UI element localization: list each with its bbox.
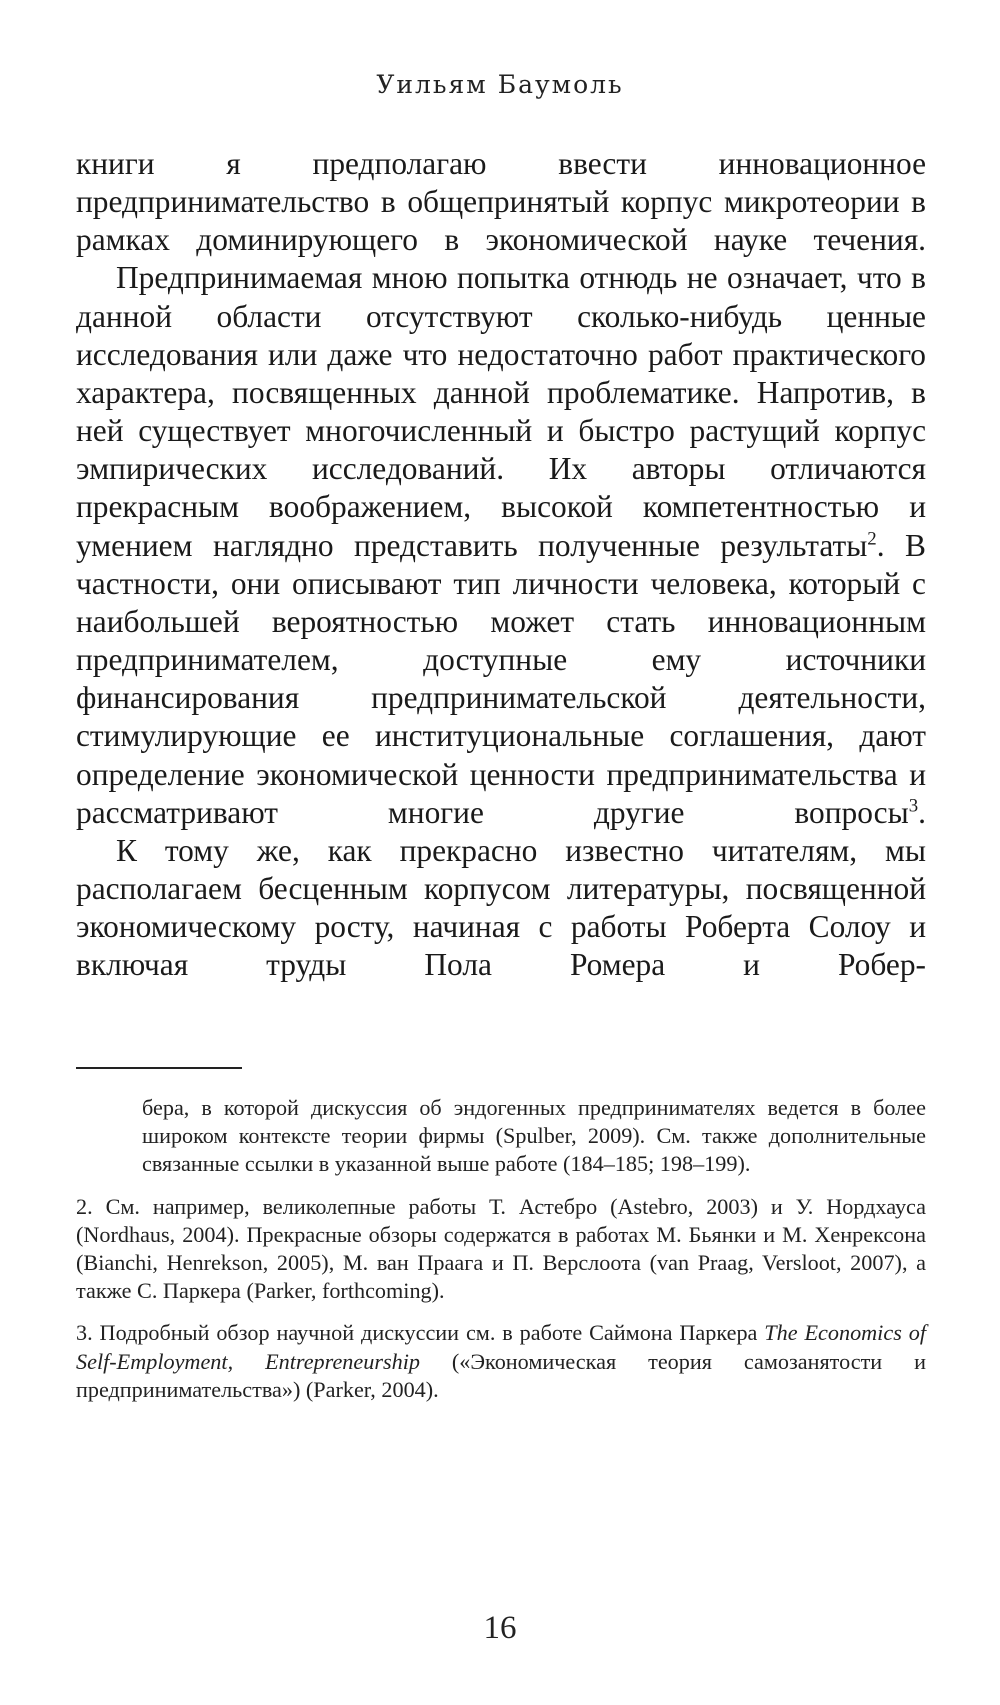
footnote-2-number: 2.	[76, 1193, 93, 1219]
paragraph-2-part-1: Предпринимаемая мною попытка отнюдь не означает, что в данной области отсутствуют сколько-нибудь ценные исследования или даже что недостаточно работ практического характера, посвященных данной проблематике. Напротив, в ней существует многочисленный и быстро растущий корпус эмпирических исследований. Их авторы отличаются прекрасным воображением, высокой компетентностью и умением наглядно представить полученные результаты	[76, 260, 926, 563]
footnote-ref-3[interactable]: 3	[908, 795, 919, 817]
footnotes	[76, 1094, 926, 1418]
footnote-3-text-after: («Экономическая теория самозанятости и предпринимательства») (Parker, 2004).	[76, 1348, 926, 1402]
paragraph-2	[76, 259, 926, 831]
footnote-3-book-title: The Economics of Self-Employment, Entrepreneurship	[76, 1320, 926, 1374]
paragraph-1: книги я предполагаю ввести инновационное предпринимательство в общепринятый корпус микротеории в рамках доминирующего в экономической науке течения.	[76, 146, 926, 258]
footnote-3-text-before: Подробный обзор научной дискуссии см. в работе Саймона Паркера	[99, 1320, 765, 1346]
main-text	[76, 145, 926, 984]
paragraph-2-part-3: .	[918, 794, 926, 830]
page-number: 16	[483, 1610, 517, 1646]
footnote-2-text: См. например, великолепные работы Т. Астебро (Astebro, 2003) и У. Нордхауса (Nordhaus, 2004). Прекрасные обзоры содержатся в работах М. Бьянки и М. Хенрексона (Bianchi, Henrekson, 2005), М. ван Праага и П. Верслоота (van Praag, Versloot, 2007), а также С. Паркера (Parker, forthcoming).	[76, 1193, 927, 1304]
paragraph-2-part-2: . В частности, они описывают тип личности человека, который с наибольшей вероятностью может стать инновационным предпринимателем, доступные ему источники финансирования предпринимательской деятельности, стимулирующие ее институциональные соглашения, дают определение экономической ценности предпринимательства и рассматривают многие другие вопросы	[76, 527, 926, 830]
paragraph-3: К тому же, как прекрасно известно читателям, мы располагаем бесценным корпусом литературы, посвященной экономическому росту, начиная с работы Роберта Солоу и включая труды Пола Ромера и Робер-	[76, 832, 926, 983]
footnote-3-number: 3.	[76, 1320, 93, 1346]
footnote-rule	[76, 1067, 242, 1069]
footnote-ref-2[interactable]: 2	[867, 528, 877, 550]
footnote-3	[76, 1319, 926, 1404]
footnote-continued: бера, в которой дискуссия об эндогенных предпринимателях ведется в более широком контексте теории фирмы (Spulber, 2009). См. также дополнительные связанные ссылки в указанной выше работе (184–185; 198–199).	[142, 1095, 926, 1177]
footnote-2	[76, 1193, 926, 1306]
running-head: Уильям Баумоль	[376, 70, 624, 99]
